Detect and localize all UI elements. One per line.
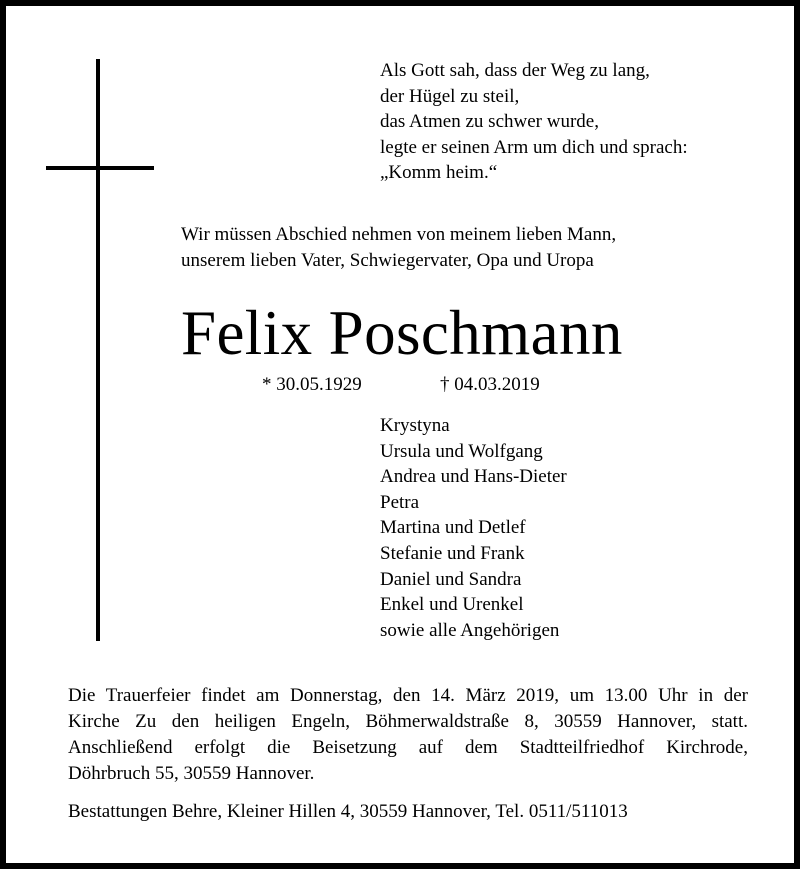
deceased-name: Felix Poschmann bbox=[181, 298, 623, 368]
mourner-item: Stefanie und Frank bbox=[380, 542, 525, 564]
death-date: † 04.03.2019 bbox=[440, 374, 540, 395]
cross-icon-crossbar bbox=[46, 166, 154, 170]
service-line: Döhrbruch 55, 30559 Hannover. bbox=[68, 763, 315, 784]
poem-line: „Komm heim.“ bbox=[380, 162, 498, 183]
mourner-item: Andrea und Hans-Dieter bbox=[380, 466, 567, 488]
poem-line: der Hügel zu steil, bbox=[380, 85, 520, 107]
cross-icon bbox=[96, 59, 100, 641]
mourner-item: Enkel und Urenkel bbox=[380, 594, 524, 616]
mourners-list bbox=[380, 413, 780, 643]
mourner-item: sowie alle Angehörigen bbox=[380, 619, 560, 641]
mourner-item: Ursula und Wolfgang bbox=[380, 440, 543, 462]
poem-line: Als Gott sah, dass der Weg zu lang, bbox=[380, 60, 650, 81]
mourner-item: Martina und Detlef bbox=[380, 517, 526, 539]
service-line: Anschließend erfolgt die Beisetzung auf dem Stadtteilfriedhof Kirchrode, bbox=[68, 737, 748, 758]
funeral-service-info bbox=[68, 683, 748, 787]
poem bbox=[380, 58, 780, 186]
undertaker-contact: Bestattungen Behre, Kleiner Hillen 4, 30559 Hannover, Tel. 0511/511013 bbox=[68, 801, 628, 822]
birth-date: * 30.05.1929 bbox=[262, 374, 362, 395]
mourner-item: Daniel und Sandra bbox=[380, 568, 522, 590]
intro-line: unserem lieben Vater, Schwiegervater, Opa und Uropa bbox=[181, 249, 594, 271]
mourner-item: Petra bbox=[380, 491, 420, 513]
poem-line: das Atmen zu schwer wurde, bbox=[380, 111, 599, 132]
service-line: Die Trauerfeier findet am Donnerstag, den 14. März 2019, um 13.00 Uhr in der bbox=[68, 685, 748, 706]
service-line: Kirche Zu den heiligen Engeln, Böhmerwaldstraße 8, 30559 Hannover, statt. bbox=[68, 711, 748, 732]
mourner-item: Krystyna bbox=[380, 415, 450, 436]
intro-line: Wir müssen Abschied nehmen von meinem lieben Mann, bbox=[181, 224, 617, 245]
poem-line: legte er seinen Arm um dich und sprach: bbox=[380, 136, 688, 158]
farewell-intro bbox=[181, 222, 741, 273]
